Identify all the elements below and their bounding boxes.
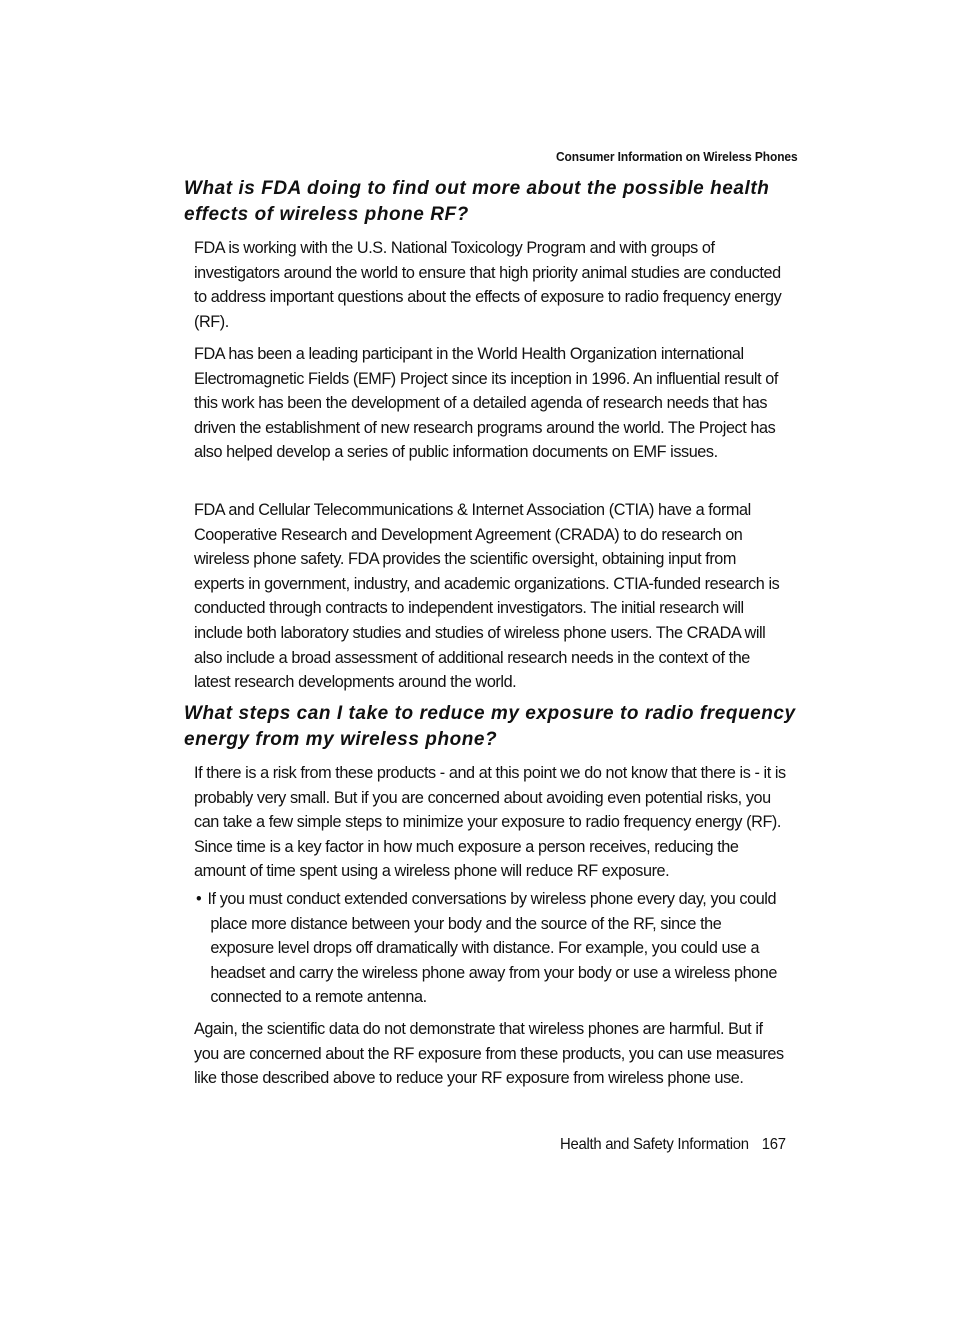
section-heading-reduce-exposure: What steps can I take to reduce my exposure to radio frequency energy from my wireless phone?	[184, 703, 796, 750]
paragraph-ntp-studies: FDA is working with the U.S. National Toxicology Program and with groups of investigators around the world to ensure that high priority animal studies are conducted to address important questions about the effects of exposure to radio frequency energy (RF).	[194, 238, 782, 331]
footer-chapter-title: Health and Safety Information	[560, 1136, 749, 1153]
paragraph-ctia-crada: FDA and Cellular Telecommunications & Internet Association (CTIA) have a formal Cooperative Research and Development Agreement (CRADA) to do research on wireless phone safety. FDA provides the scientific oversight, obtaining input from experts in government, industry, and academic organizations. CTIA-funded research is conducted through contracts to independent investigators. The initial research will include both laboratory studies and studies of wireless phone users. The CRADA will also include a broad assessment of additional research needs in the context of the latest research developments around the world.	[194, 500, 780, 692]
page-footer	[560, 1136, 786, 1154]
paragraph-who-emf-project: FDA has been a leading participant in the World Health Organization international Electromagnetic Fields (EMF) Project since its inception in 1996. An influential result of this work has been the development of a detailed agenda of research needs that has driven the establishment of new research programs around the world. The Project has also helped develop a series of public information documents on EMF issues.	[194, 344, 778, 462]
section-heading-fda-research: What is FDA doing to find out more about the possible health effects of wireless phone RF?	[184, 178, 770, 225]
paragraph-risk-intro: If there is a risk from these products - and at this point we do not know that there is - it is probably very small. But if you are concerned about avoiding even potential risks, you can take a few simple steps to minimize your exposure to radio frequency energy (RF). Since time is a key factor in how much exposure a person receives, reducing the amount of time spent using a wireless phone will reduce RF exposure.	[194, 763, 786, 881]
bullet-text: If you must conduct extended conversations by wireless phone every day, you could place more distance between your body and the source of the RF, since the exposure level drops off dramatically with distance. For example, you could use a headset and carry the wireless phone away from your body or use a wireless phone connected to a remote antenna.	[207, 889, 777, 1007]
running-header: Consumer Information on Wireless Phones	[556, 149, 798, 164]
bullet-list-item	[196, 887, 788, 1010]
footer-page-number: 167	[762, 1136, 786, 1153]
bullet-glyph: •	[196, 889, 202, 908]
paragraph-closing: Again, the scientific data do not demonstrate that wireless phones are harmful. But if you are concerned about the RF exposure from these products, you can use measures like those described above to reduce your RF exposure from wireless phone use.	[194, 1019, 784, 1088]
